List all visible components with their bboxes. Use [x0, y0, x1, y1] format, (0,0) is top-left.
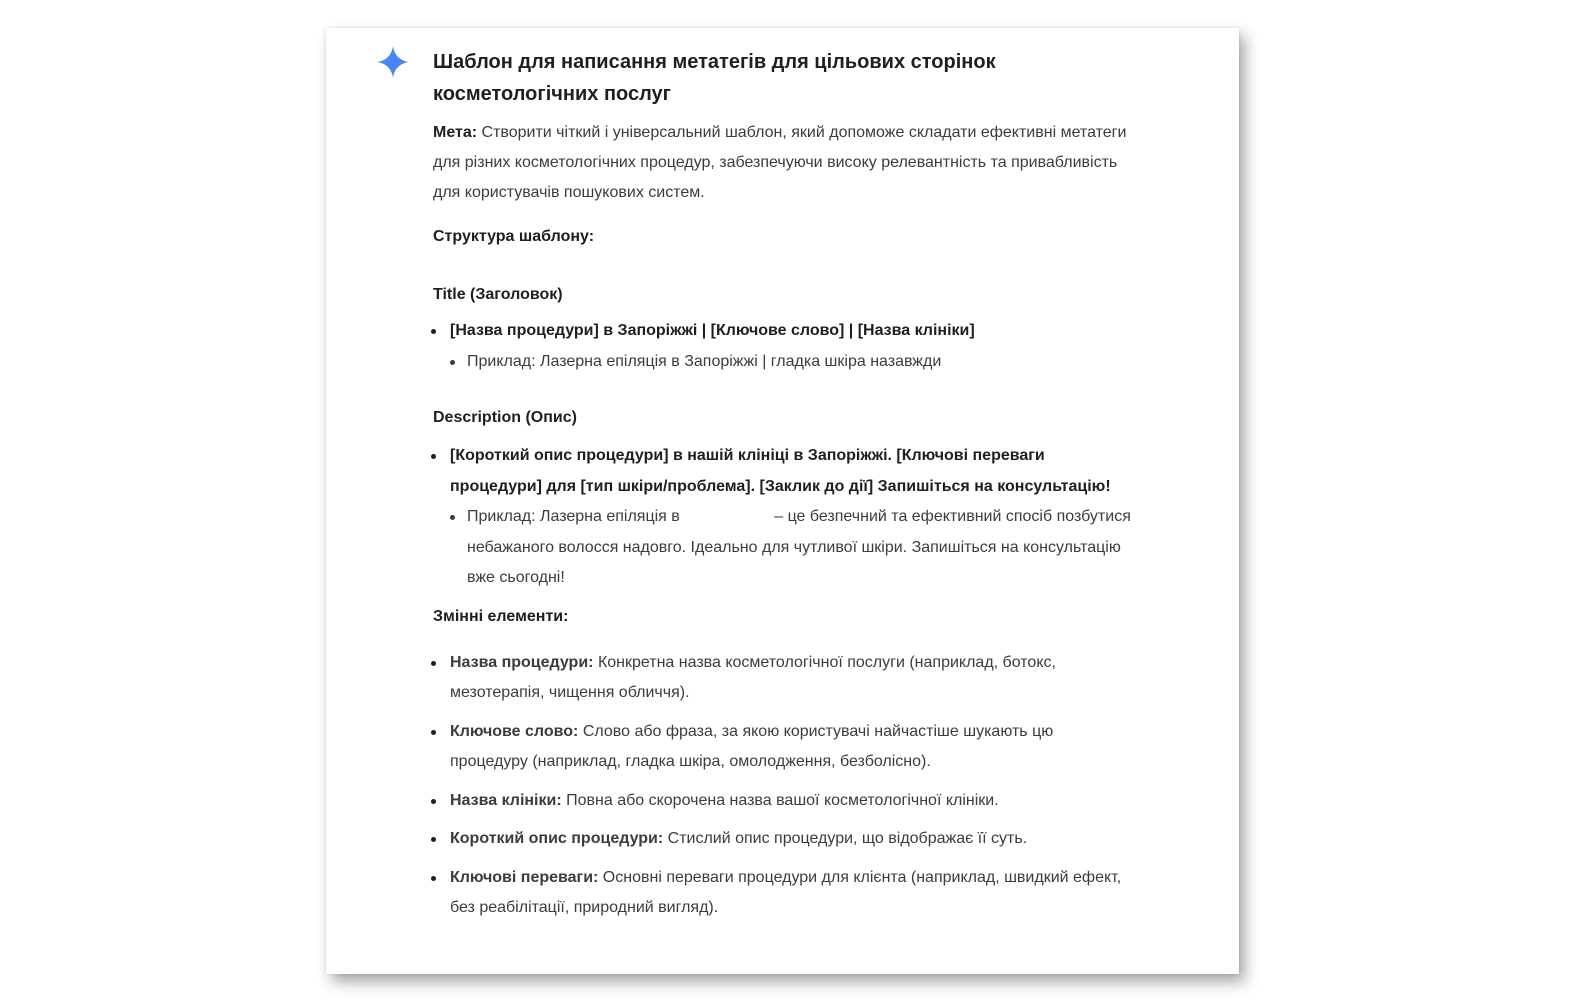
gemini-sparkle-icon	[376, 45, 410, 79]
description-example-start: Приклад: Лазерна епіляція в	[467, 508, 680, 525]
list-item	[433, 824, 1133, 855]
title-example: Приклад: Лазерна епіляція в Запоріжжі | гладка шкіра назавжди	[450, 347, 1133, 378]
description-example-end: – це безпечний та ефективний спосіб позбутися небажаного волосся надовго. Ідеально для чутливої шкіри. Запишіться на консультацію вже сьогодні!	[467, 508, 1131, 586]
variable-name: Назва процедури:	[450, 653, 594, 671]
description-section-list	[433, 441, 1133, 594]
description-template: [Короткий опис процедури] в нашій клініці в Запоріжжі. [Ключові переваги процедури] для [тип шкіри/проблема]. [Заклик до дії] Запишіться на консультацію!	[450, 447, 1111, 495]
list-item	[433, 786, 1133, 817]
variables-label: Змінні елементи:	[433, 607, 569, 625]
variable-text: Слово або фраза, за якою користувачі найчастіше шукають цю процедуру (наприклад, гладка шкіра, омолодження, безболісно).	[450, 722, 1054, 770]
goal-text: Створити чіткий і універсальний шаблон, який допоможе складати ефективні метатеги для різних косметологічних процедур, забезпечуючи високу релевантність та привабливість для користувачів пошукових систем.	[433, 124, 1127, 201]
goal-label: Мета:	[433, 124, 478, 141]
list-item	[433, 441, 1133, 594]
variable-name: Ключове слово:	[450, 722, 579, 740]
title-example-list	[450, 347, 1133, 378]
structure-label: Структура шаблону:	[433, 228, 595, 245]
goal-paragraph	[433, 118, 1133, 208]
title-section-list	[433, 316, 1133, 377]
description-example-list	[450, 502, 1133, 594]
title-section-heading: Title (Заголовок)	[433, 286, 563, 303]
response-card	[326, 28, 1239, 974]
list-item	[433, 717, 1133, 778]
variable-text: Стислий опис процедури, що відображає її суть.	[663, 830, 1028, 847]
variable-text: Повна або скорочена назва вашої косметологічної клініки.	[561, 791, 999, 809]
variables-list	[433, 648, 1133, 924]
variable-name: Ключові переваги:	[450, 868, 599, 886]
list-item	[433, 863, 1133, 924]
title-template: [Назва процедури] в Запоріжжі | [Ключове слово] | [Назва клініки]	[450, 322, 975, 339]
response-title: Шаблон для написання метатегів для цільових сторінок косметологічних послуг	[433, 51, 996, 105]
variable-text: Конкретна назва косметологічної послуги (наприклад, ботокс, мезотерапія, чищення обличчя).	[450, 653, 1056, 701]
list-item	[433, 648, 1133, 709]
response-content	[433, 46, 1133, 932]
description-section-heading: Description (Опис)	[433, 409, 577, 426]
list-item	[433, 316, 1133, 377]
description-example	[450, 502, 1133, 594]
variable-name: Назва клініки:	[450, 791, 562, 809]
variable-text: Основні переваги процедури для клієнта (наприклад, швидкий ефект, без реабілітації, природний вигляд).	[450, 868, 1122, 916]
variable-name: Короткий опис процедури:	[450, 830, 664, 847]
